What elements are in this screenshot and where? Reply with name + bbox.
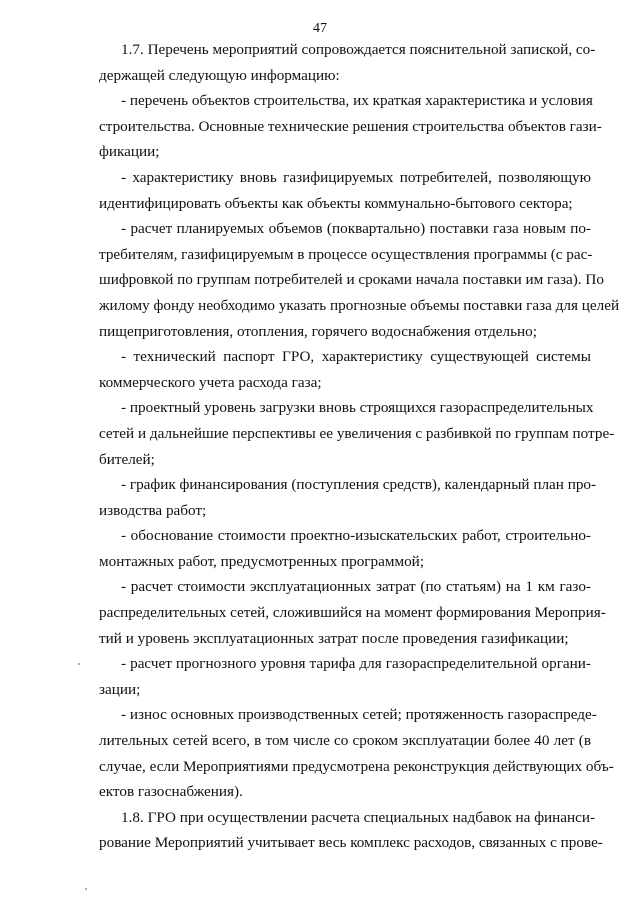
- paragraph: [99, 574, 606, 651]
- text-line: - график финансирования (поступления средств), календарный план про-: [121, 476, 597, 494]
- page-body: [99, 37, 620, 856]
- paragraph: [99, 472, 597, 523]
- paragraph: [99, 395, 615, 472]
- paragraph: [99, 165, 591, 216]
- text-line: лительных сетей всего, в том числе со сроком эксплуатации более 40 лет (в: [99, 732, 591, 750]
- paragraph: [99, 702, 614, 804]
- paragraph: [99, 216, 620, 344]
- scan-speck: [85, 888, 87, 890]
- text-line: - расчет прогнозного уровня тарифа для газораспределительной органи-: [121, 655, 591, 673]
- text-line: коммерческого учета расхода газа;: [99, 373, 322, 391]
- text-line: - перечень объектов строительства, их краткая характеристика и условия: [121, 92, 593, 110]
- text-line: - технический паспорт ГРО, характеристику существующей системы: [121, 348, 591, 366]
- page-number: 47: [313, 21, 327, 36]
- text-line: бителей;: [99, 450, 155, 468]
- text-line: - проектный уровень загрузки вновь строящихся газораспределительных: [121, 399, 594, 417]
- text-line: шифровкой по группам потребителей и сроками начала поставки им газа). По: [99, 271, 604, 289]
- text-line: - расчет стоимости эксплуатационных затрат (по статьям) на 1 км газо-: [121, 578, 591, 596]
- text-line: сетей и дальнейшие перспективы ее увеличения с разбивкой по группам потре-: [99, 424, 615, 442]
- text-line: тий и уровень эксплуатационных затрат после проведения газификации;: [99, 629, 569, 647]
- text-line: распределительных сетей, сложившийся на момент формирования Мероприя-: [99, 604, 606, 622]
- text-line: жилому фонду необходимо указать прогнозные объемы поставки газа для целей: [99, 296, 620, 314]
- paragraph: [99, 805, 603, 856]
- text-line: - обоснование стоимости проектно-изыскательских работ, строительно-: [121, 527, 591, 545]
- paragraph: [99, 88, 602, 165]
- text-line: - расчет планируемых объемов (поквартально) поставки газа новым по-: [121, 220, 591, 238]
- text-line: рование Мероприятий учитывает весь комплекс расходов, связанных с прове-: [99, 834, 603, 852]
- text-line: идентифицировать объекты как объекты коммунально-бытового сектора;: [99, 194, 573, 212]
- text-line: 1.8. ГРО при осуществлении расчета специальных надбавок на финанси-: [121, 808, 596, 826]
- text-line: строительства. Основные технические решения строительства объектов гази-: [99, 117, 602, 135]
- paragraph: [99, 37, 596, 88]
- text-line: 1.7. Перечень мероприятий сопровождается пояснительной запиской, со-: [121, 41, 596, 58]
- text-line: монтажных работ, предусмотренных программой;: [99, 552, 425, 570]
- text-line: пищеприготовления, отопления, горячего водоснабжения отдельно;: [99, 322, 537, 340]
- text-line: ектов газоснабжения).: [99, 783, 243, 801]
- text-line: зации;: [99, 680, 141, 698]
- text-line: - характеристику вновь газифицируемых потребителей, позволяющую: [121, 168, 591, 186]
- text-line: случае, если Мероприятиями предусмотрена реконструкция действующих объ-: [99, 757, 614, 775]
- text-line: фикации;: [99, 143, 160, 161]
- paragraph: [99, 651, 591, 702]
- paragraph: [99, 523, 591, 574]
- text-line: изводства работ;: [99, 501, 207, 519]
- text-line: требителям, газифицируемым в процессе осуществления программы (с рас-: [99, 245, 593, 263]
- paragraph: [99, 344, 591, 395]
- text-line: держащей следующую информацию:: [99, 66, 340, 84]
- scan-speck: [78, 663, 80, 665]
- text-line: - износ основных производственных сетей; протяженность газораспреде-: [121, 706, 597, 724]
